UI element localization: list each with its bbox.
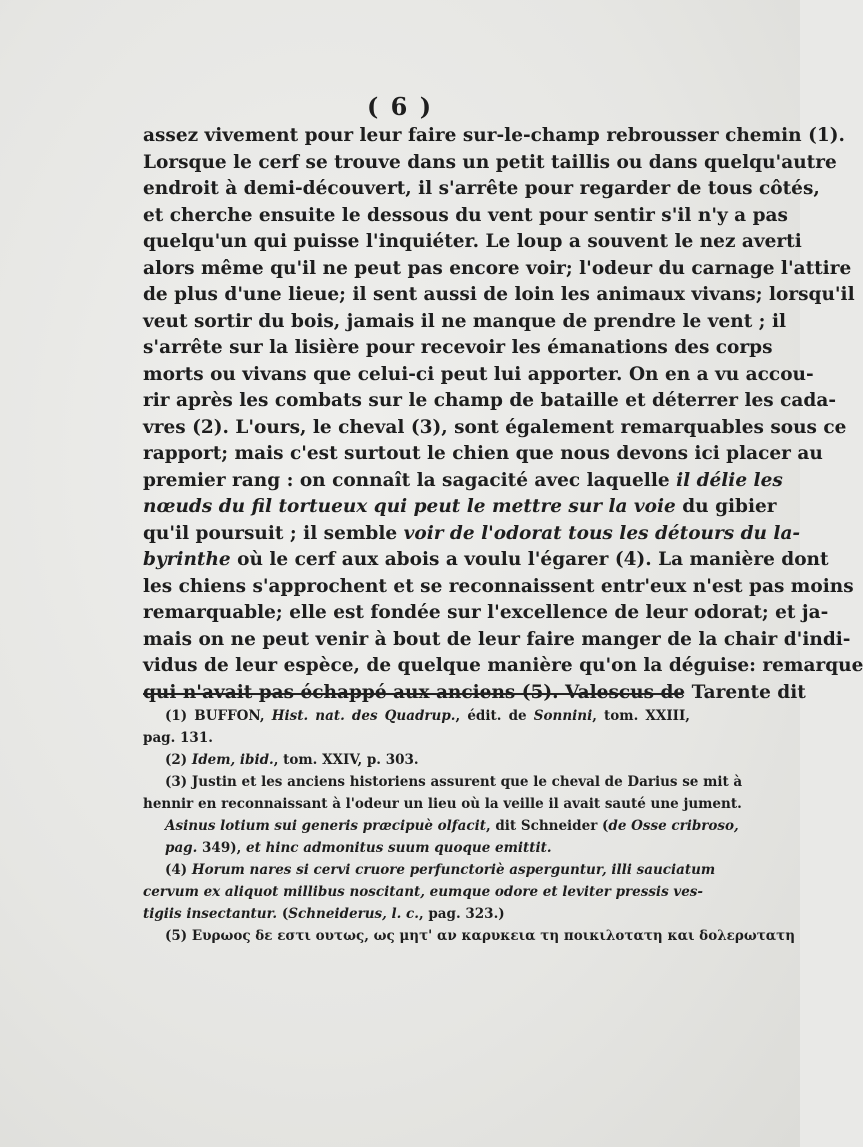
footnote-text: (1) BUFFON, — [165, 708, 265, 724]
footnote-1-cont: pag. 131. — [143, 730, 213, 746]
body-line: alors même qu'il ne peut pas encore voir; l'odeur du carnage l'attire — [143, 257, 852, 279]
body-line-part: du gibier — [682, 496, 777, 517]
footnote-italic: Idem, ibid. — [191, 752, 274, 768]
body-line-italic: byrinthe — [143, 549, 231, 570]
body-line: quelqu'un qui puisse l'inquiéter. Le loup a souvent le nez averti — [143, 231, 802, 252]
body-line: mais on ne peut venir à bout de leur faire manger de la chair d'indi- — [143, 628, 851, 650]
body-line: rapport; mais c'est surtout le chien que nous devons ici placer au — [143, 443, 823, 464]
body-line — [143, 494, 777, 521]
footnote-italic: tigiis insectantur. — [143, 906, 278, 922]
body-line: veut sortir du bois, jamais il ne manque de prendre le vent ; il — [143, 310, 787, 332]
footnote-1 — [165, 705, 690, 727]
body-line — [143, 468, 783, 495]
footnote-text: , pag. 323.) — [418, 906, 505, 922]
footnote-text: (4) — [165, 862, 188, 878]
body-line: endroit à demi-découvert, il s'arrête pour regarder de tous côtés, — [143, 178, 820, 199]
footnote-text: , dit Schneider ( — [485, 818, 609, 834]
footnote-divider — [143, 693, 683, 695]
footnote-5: (5) Ευρωος δε εστι ουτως, ως μητ' αν καρυκεια τη ποικιλοτατη και δολερωτατη — [165, 928, 796, 944]
footnote-4-cont: cervum ex aliquot millibus noscitant, eumque odore et leviter pressis ves- — [143, 884, 703, 900]
body-line: les chiens s'approchent et se reconnaissent entr'eux n'est pas moins — [143, 575, 854, 597]
footnote-italic: Asinus lotium sui generis præcipuè olfacit — [165, 818, 486, 834]
footnote-text: 349), — [202, 840, 242, 856]
footnote-text: , tom. XXIV, p. 303. — [273, 752, 419, 768]
body-line: qui n'avait pas échappé aux anciens (5). Valescus de Tarente dit — [143, 681, 806, 703]
body-line: s'arrête sur la lisière pour recevoir les émanations des corps — [143, 337, 773, 358]
footnote-italic: Sonnini — [533, 708, 593, 724]
footnote-3-cont — [165, 837, 690, 859]
body-line: morts ou vivans que celui-ci peut lui apporter. On en a vu accou- — [143, 363, 814, 385]
footnote-3: (3) Justin et les anciens historiens assurent que le cheval de Darius se mit à — [165, 774, 743, 790]
footnotes — [143, 705, 796, 947]
body-line — [143, 521, 801, 548]
footnote-text: ( — [281, 906, 289, 922]
footnote-4-cont — [143, 903, 690, 925]
body-line-part: premier rang : on connaît la sagacité avec laquelle — [143, 469, 670, 491]
footnote-italic: Hist. nat. des Quadrup. — [271, 708, 456, 724]
page-number: ( 6 ) — [366, 92, 434, 121]
body-line: rir après les combats sur le champ de bataille et déterrer les cada- — [143, 390, 836, 411]
body-line: vres (2). L'ours, le cheval (3), sont également remarquables sous ce — [143, 416, 847, 438]
body-line: vidus de leur espèce, de quelque manière qu'on la déguise: remarque — [143, 655, 863, 676]
body-text — [143, 123, 863, 706]
body-line: assez vivement pour leur faire sur-le-champ rebrousser chemin (1). — [143, 125, 845, 146]
body-line-italic: voir de l'odorat tous les détours du la- — [403, 522, 801, 544]
footnote-italic: et hinc admonitus suum quoque emittit. — [246, 840, 552, 856]
body-line: remarquable; elle est fondée sur l'excellence de leur odorat; et ja- — [143, 602, 829, 623]
body-line: Lorsque le cerf se trouve dans un petit taillis ou dans quelqu'autre — [143, 151, 837, 173]
footnote-2 — [165, 749, 690, 771]
body-line: et cherche ensuite le dessous du vent pour sentir s'il n'y a pas — [143, 204, 788, 226]
footnote-italic: Schneiderus, l. c. — [288, 906, 419, 922]
body-line-part: où le cerf aux abois a voulu l'égarer (4). La manière dont — [237, 549, 829, 570]
footnote-italic: pag. — [165, 840, 198, 856]
footnote-text: , tom. XXIII, — [592, 708, 690, 724]
footnote-text: (2) — [165, 752, 188, 768]
body-line: de plus d'une lieue; il sent aussi de loin les animaux vivans; lorsqu'il — [143, 284, 855, 305]
body-line-italic: il délie les — [676, 469, 783, 491]
body-line-part: qu'il poursuit ; il semble — [143, 522, 398, 544]
footnote-text: , édit. de — [455, 708, 527, 724]
footnote-italic: Horum nares si cervi cruore perfunctoriè asperguntur, illi sauciatum — [191, 862, 716, 878]
footnote-3-cont: hennir en reconnaissant à l'odeur un lieu où la veille il avait sauté une jument. — [143, 796, 742, 812]
body-line — [143, 547, 829, 574]
footnote-italic: de Osse cribroso, — [608, 818, 739, 834]
body-line-italic: nœuds du fil tortueux qui peut le mettre sur la voie — [143, 496, 676, 517]
footnote-4 — [165, 859, 716, 881]
footnote-3-cont — [165, 815, 739, 837]
